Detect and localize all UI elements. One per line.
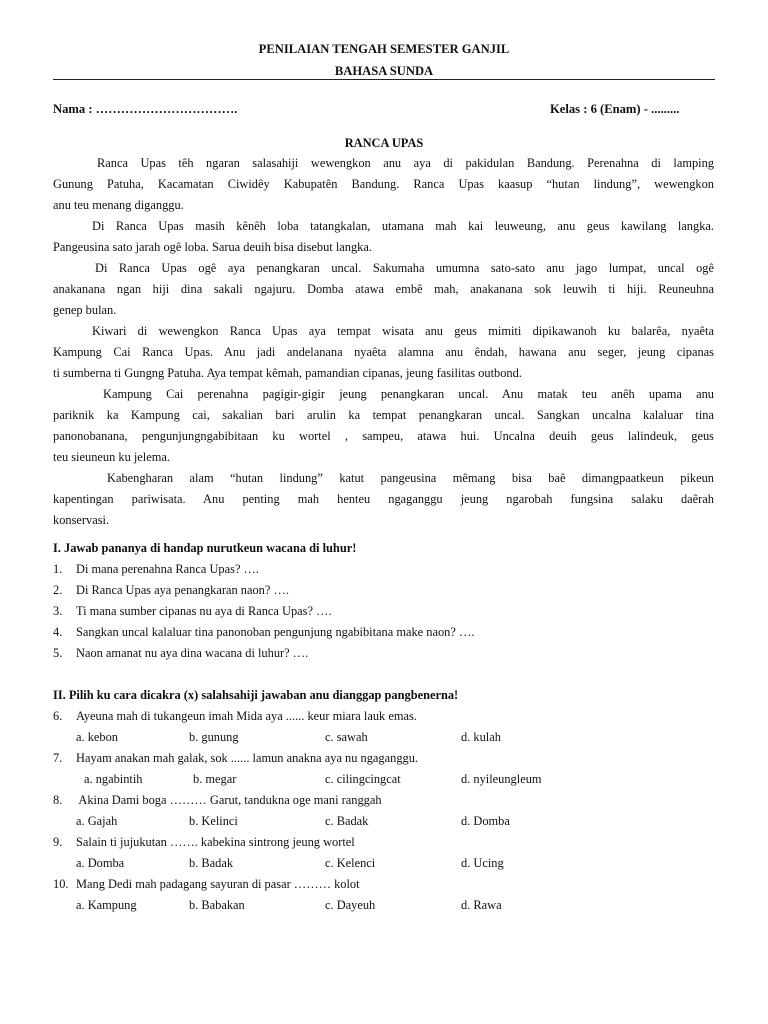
exam-title: PENILAIAN TENGAH SEMESTER GANJIL (258, 42, 510, 56)
answer-option-a[interactable]: a. kebon (76, 730, 118, 744)
question-text: Akina Dami boga ……… Garut, tandukna oge mani ranggah (76, 793, 382, 807)
question-text: Hayam anakan mah galak, sok ...... lamun anakna aya nu ngaganggu. (76, 751, 419, 765)
answer-option-b[interactable]: b. megar (193, 772, 237, 786)
answer-option-d[interactable]: d. kulah (461, 730, 501, 744)
question-number: 4. (53, 625, 63, 639)
answer-option-a[interactable]: a. Domba (76, 856, 125, 870)
passage-line: Kiwari di wewengkon Ranca Upas aya tempat wisata anu geus mimiti dipikawanoh ku balarêa, nyaêta (92, 324, 714, 338)
answer-option-b[interactable]: b. Babakan (189, 898, 245, 912)
answer-option-b[interactable]: b. Badak (189, 856, 234, 870)
mc-question (53, 751, 418, 766)
answer-option-d[interactable]: d. Ucing (461, 856, 504, 870)
essay-question (53, 604, 332, 619)
essay-question (53, 583, 289, 598)
passage-line: pariknik ka Kampung cai, sakalian bari arulin ka tempat penangkaran uncal. Sangkan uncalna kalaluar tina (53, 408, 714, 422)
answer-option-d[interactable]: d. nyileungleum (461, 772, 542, 786)
question-text: Ayeuna mah di tukangeun imah Mida aya ...... keur miara lauk emas. (76, 709, 417, 723)
essay-question (53, 562, 259, 577)
student-name-label: Nama : ……………………………. (53, 102, 238, 116)
essay-question (53, 625, 474, 640)
question-number: 7. (53, 751, 63, 765)
passage-line: genep bulan. (53, 303, 117, 317)
passage-line: panonobanana, pengunjungngabibitaan ku wortel , sampeu, atawa hui. Uncalna deuih geus lalindeuk, geus (53, 429, 714, 443)
question-number: 6. (53, 709, 63, 723)
question-text: Ti mana sumber cipanas nu aya di Ranca Upas? …. (76, 604, 332, 618)
question-text: Naon amanat nu aya dina wacana di luhur? …. (76, 646, 309, 660)
answer-option-c[interactable]: c. Badak (325, 814, 369, 828)
section-1-heading: I. Jawab pananya di handap nurutkeun wacana di luhur! (53, 541, 357, 555)
student-class-label: Kelas : 6 (Enam) - ......... (550, 102, 680, 116)
question-text: Sangkan uncal kalaluar tina panonoban pengunjung ngabibitana make naon? …. (76, 625, 475, 639)
mc-question (53, 793, 382, 808)
mc-question (53, 709, 417, 724)
passage-line: anu teu menang diganggu. (53, 198, 184, 212)
question-text: Salain ti jujukutan ……. kabekina sintrong jeung wortel (76, 835, 355, 849)
question-text: Di mana perenahna Ranca Upas? …. (76, 562, 260, 576)
passage-line: Ranca Upas têh ngaran salasahiji wewengkon anu aya di pakidulan Bandung. Perenahna di lamping (97, 156, 714, 170)
passage-line: Kampung Cai Ranca Upas. Anu jadi andelanana nyaêta alamna anu êndah, hawana anu seger, jeung cipanas (53, 345, 714, 359)
answer-option-a[interactable]: a. Kampung (76, 898, 137, 912)
passage-line: Kampung Cai perenahna pagigir-gigir jeung penangkaran uncal. Anu matak teu anêh upama anu (103, 387, 714, 401)
exam-subject: BAHASA SUNDA (334, 64, 434, 78)
passage-line: Di Ranca Upas ogê aya penangkaran uncal. Sakumaha umumna sato-sato anu jago lumpat, uncal ogê (95, 261, 714, 275)
question-text: Mang Dedi mah padagang sayuran di pasar ……… kolot (76, 877, 360, 891)
question-number: 8. (53, 793, 63, 807)
answer-option-c[interactable]: c. Kelenci (325, 856, 376, 870)
question-number: 1. (53, 562, 63, 576)
answer-option-b[interactable]: b. gunung (189, 730, 239, 744)
question-number: 9. (53, 835, 63, 849)
question-number: 2. (53, 583, 63, 597)
answer-option-c[interactable]: c. Dayeuh (325, 898, 376, 912)
question-number: 10. (53, 877, 69, 891)
answer-option-c[interactable]: c. sawah (325, 730, 368, 744)
mc-question (53, 835, 355, 850)
question-text: Di Ranca Upas aya penangkaran naon? …. (76, 583, 289, 597)
passage-line: konservasi. (53, 513, 110, 527)
passage-line: Gunung Patuha, Kacamatan Ciwidêy Kabupatên Bandung. Ranca Upas kaasup “hutan lindung”, wewengkon (53, 177, 714, 191)
passage-line: Di Ranca Upas masih kênêh loba tatangkalan, utamana mah kai leuweung, anu geus kawilang langka. (92, 219, 714, 233)
passage-line: Kabengharan alam “hutan lindung” katut pangeusina mêmang bisa baê dimangpaatkeun pikeun (107, 471, 714, 485)
question-number: 5. (53, 646, 63, 660)
answer-option-d[interactable]: d. Domba (461, 814, 510, 828)
mc-question (53, 877, 360, 892)
passage-line: ti sumberna ti Gungng Patuha. Aya tempat kêmah, pamandian cipanas, jeung fasilitas outbond. (53, 366, 522, 380)
passage-line: kapentingan pariwisata. Anu penting mah henteu ngaganggu jeung ngarobah fungsina salaku daêrah (53, 492, 714, 506)
essay-question (53, 646, 308, 661)
section-2-heading: II. Pilih ku cara dicakra (x) salahsahiji jawaban anu dianggap pangbenerna! (53, 688, 459, 702)
passage-title: RANCA UPAS (344, 136, 424, 150)
answer-option-a[interactable]: a. ngabintih (84, 772, 143, 786)
answer-option-a[interactable]: a. Gajah (76, 814, 118, 828)
passage-line: teu sieuneun ku jelema. (53, 450, 170, 464)
passage-line: Pangeusina sato jarah ogê loba. Sarua deuih bisa disebut langka. (53, 240, 372, 254)
answer-option-c[interactable]: c. cilingcingcat (325, 772, 401, 786)
passage-line: anakanana ngan hiji dina sakali ngajuru. Domba atawa embê mah, anakanana sok leuwih ti hiji. Reuneuhna (53, 282, 714, 296)
answer-option-d[interactable]: d. Rawa (461, 898, 502, 912)
answer-option-b[interactable]: b. Kelinci (189, 814, 238, 828)
question-number: 3. (53, 604, 63, 618)
header-divider (53, 79, 715, 80)
